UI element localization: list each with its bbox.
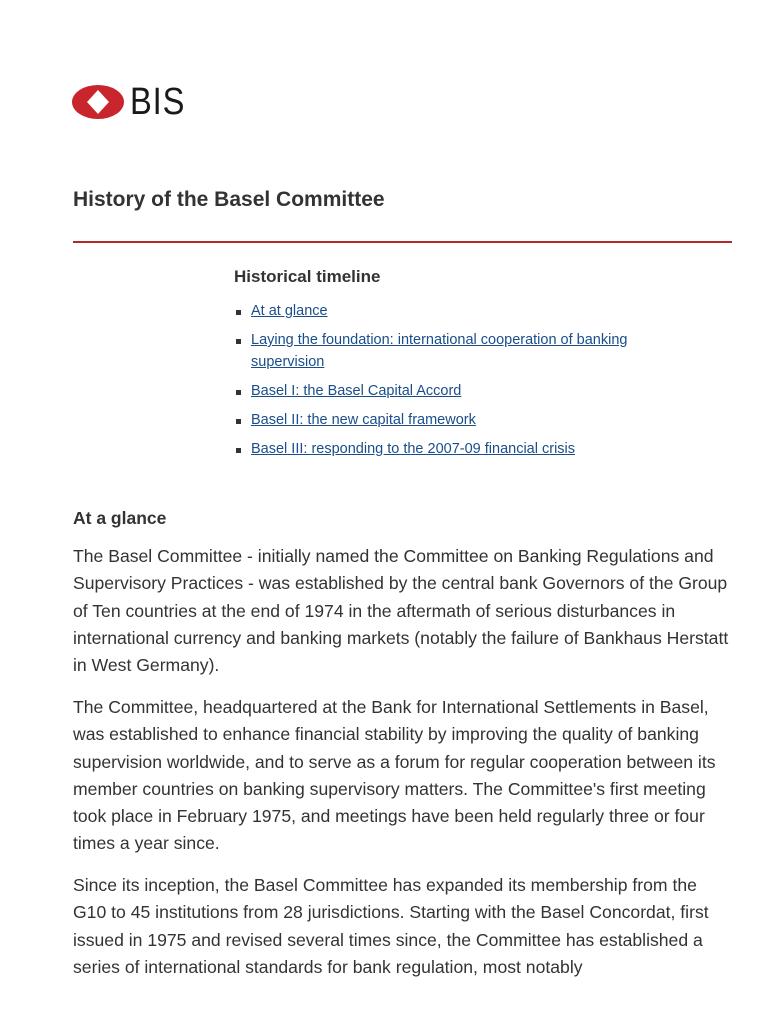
bis-logo[interactable] xyxy=(72,81,194,123)
bis-diamond-logo-icon xyxy=(72,84,124,120)
toc-heading: Historical timeline xyxy=(234,267,381,286)
logo-text: BIS xyxy=(130,81,186,123)
toc-item xyxy=(234,409,654,431)
body-paragraph: The Basel Committee - initially named the Committee on Banking Regulations and Supervisory Practices - was established by the central bank Governors of the Group of Ten countries at the end of 1974 in the aftermath of serious disturbances in international currency and banking markets (notably the failure of Bankhaus Herstatt in West Germany). xyxy=(73,546,729,676)
toc-list xyxy=(234,300,654,460)
toc-link-basel-ii[interactable]: Basel II: the new capital framework xyxy=(251,412,476,428)
toc-link-basel-i[interactable]: Basel I: the Basel Capital Accord xyxy=(251,383,462,399)
section-heading-at-a-glance: At a glance xyxy=(73,508,167,528)
toc-item xyxy=(234,329,654,373)
toc-link-at-a-glance[interactable]: At at glance xyxy=(251,303,328,319)
toc-item xyxy=(234,380,654,402)
toc-item xyxy=(234,300,654,322)
body-paragraph: The Committee, headquartered at the Bank for International Settlements in Basel, was established to enhance financial stability by improving the quality of banking supervision worldwide, and to serve as a forum for regular cooperation between its member countries on banking supervisory matters. The Committee's first meeting took place in February 1975, and meetings have been held regularly three or four times a year since. xyxy=(73,697,716,854)
page-title: History of the Basel Committee xyxy=(73,188,385,211)
toc-link-laying-the-foundation[interactable]: Laying the foundation: international cooperation of banking supervision xyxy=(251,332,628,370)
historical-timeline-nav xyxy=(234,266,654,467)
title-divider xyxy=(73,241,732,243)
toc-link-basel-iii[interactable]: Basel III: responding to the 2007-09 financial crisis xyxy=(251,441,576,457)
body-paragraph: Since its inception, the Basel Committee has expanded its membership from the G10 to 45 institutions from 28 jurisdictions. Starting with the Basel Concordat, first issued in 1975 and revised several times since, the Committee has established a series of international standards for bank regulation, most notably xyxy=(73,875,709,977)
toc-item xyxy=(234,438,654,460)
